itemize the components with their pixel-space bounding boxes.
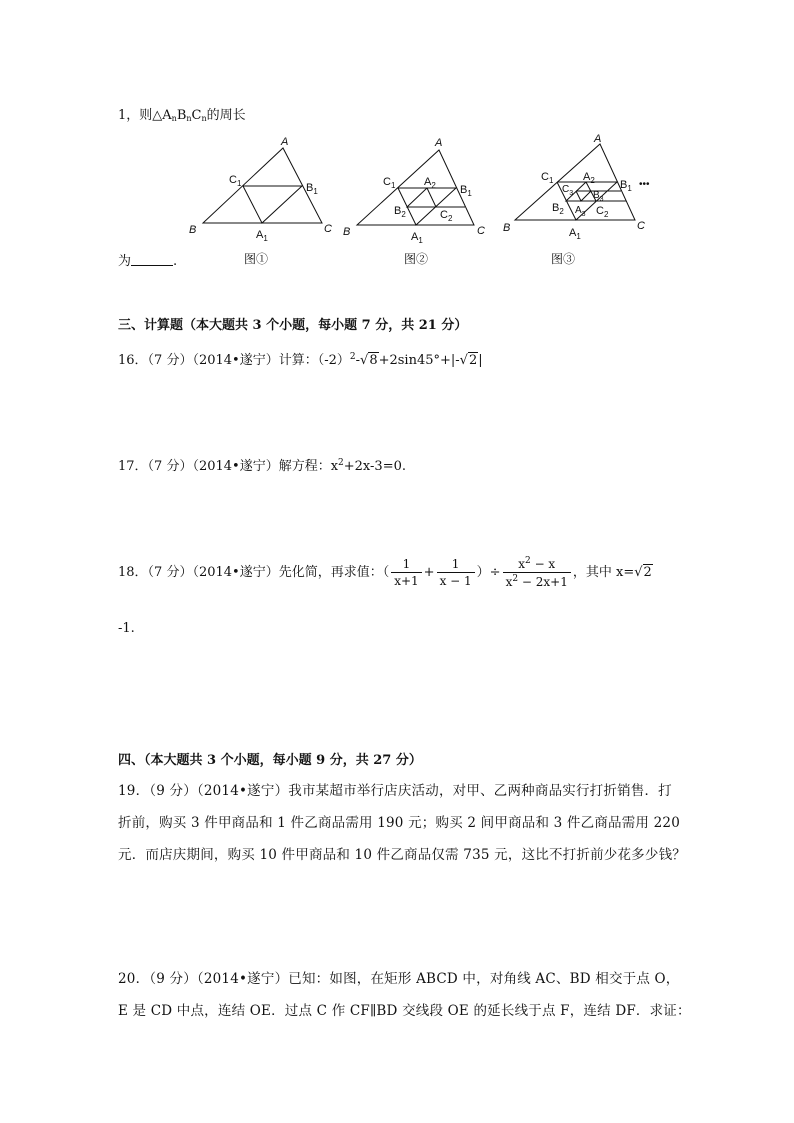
fig3-label-B2: $B_2$ [552,202,564,216]
fig2-label-C: C [477,225,485,237]
fig2-label-B2: $B_2$ [394,205,406,219]
triangle-figures [0,0,794,280]
fig3-label-C3: $C_3$ [562,184,574,197]
fig1-label-C: C [324,223,332,235]
fraction-2: $\frac{1}{x - 1}$ [437,557,475,588]
fig3-caption: 图③ [551,252,576,266]
fig1-label-B1: $B_1$ [306,182,318,196]
fig3-label-A: A [594,133,602,145]
question-18: 18．（7 分）（2014•遂宁）先化简，再求值：（ $\frac{1}{x+1}$ + $\frac{1}{x - 1}$ ）÷ $\frac{x^2 - x}{x^2 - 2x+1}$ ，其中 x=√2 [118,556,652,589]
fig1-label-C1: $C_1$ [229,174,242,188]
question-19-line-3: 元．而店庆期间，购买 10 件甲商品和 10 件乙商品仅需 735 元，这比不打折前少花多少钱？ [118,847,686,863]
fig3-label-B1: $B_1$ [620,179,632,193]
question-19-line-2: 折前，购买 3 件甲商品和 1 件乙商品需用 190 元；购买 2 间甲商品和 3 件乙商品需用 220 [118,815,680,831]
fig3-label-A1: $A_1$ [569,227,581,241]
fig1-caption: 图① [244,252,269,266]
question-18-cont: -1. [118,621,135,636]
fig3-label-A2: $A_2$ [583,171,595,185]
question-17: 17．（7 分）（2014•遂宁）解方程：$x^2+2x-3=0$. [118,458,406,474]
fig3-label-B: B [503,222,511,234]
question-20-line-1: 20．（9 分）（2014•遂宁）已知：如图，在矩形 ABCD 中，对角线 AC、BD 相交于点 O， [118,971,680,987]
fig2-label-C2: $C_2$ [440,209,453,223]
fig1-label-A: A [281,136,289,148]
figure-1 [203,148,322,223]
fig3-label-C1: $C_1$ [541,171,554,185]
question-19-line-1: 19．（9 分）（2014•遂宁）我市某超市举行店庆活动，对甲、乙两种商品实行打折销售．打 [118,783,672,799]
section-4-title: 四、（本大题共 3 个小题，每小题 9 分，共 27 分） [118,753,422,768]
q15-line1: 1，则$\triangle A_nB_nC_n$的周长 [118,108,246,123]
fig2-label-A2: $A_2$ [424,176,436,190]
fig2-label-B1: $B_1$ [460,184,472,198]
question-16: 16．（7 分）（2014•遂宁）计算：$(-2)^2-√8+2\sin 45^\circ+|-√2|$ [118,352,483,368]
fig2-label-A1: $A_1$ [411,231,423,245]
q15-line2: 为 . [118,254,178,269]
fraction-1: $\frac{1}{x+1}$ [391,557,421,588]
fig2-caption: 图② [404,252,429,266]
fig2-label-C1: $C_1$ [383,176,396,190]
fig1-label-A1: $A_1$ [256,229,268,243]
question-20-line-2: E 是 CD 中点，连结 OE．过点 C 作 CF∥BD 交线段 OE 的延长线于点 F，连结 DF．求证： [118,1003,691,1019]
section-3-title: 三、计算题（本大题共 3 个小题，每小题 7 分，共 21 分） [118,318,468,333]
fig3-label-C2: $C_2$ [596,205,609,219]
fig1-label-B: B [189,224,197,236]
figure-2 [357,150,474,225]
fig2-label-B: B [343,226,351,238]
fig3-label-B3: $B_3$ [593,190,604,203]
fig3-label-A3: $A_3$ [575,205,586,218]
fig3-label-C: C [637,220,645,232]
fig3-label-dots: ••• [639,179,650,190]
fraction-3: $\frac{x^2 - x}{x^2 - 2x+1}$ [503,556,571,589]
fig2-label-A: A [435,137,443,149]
